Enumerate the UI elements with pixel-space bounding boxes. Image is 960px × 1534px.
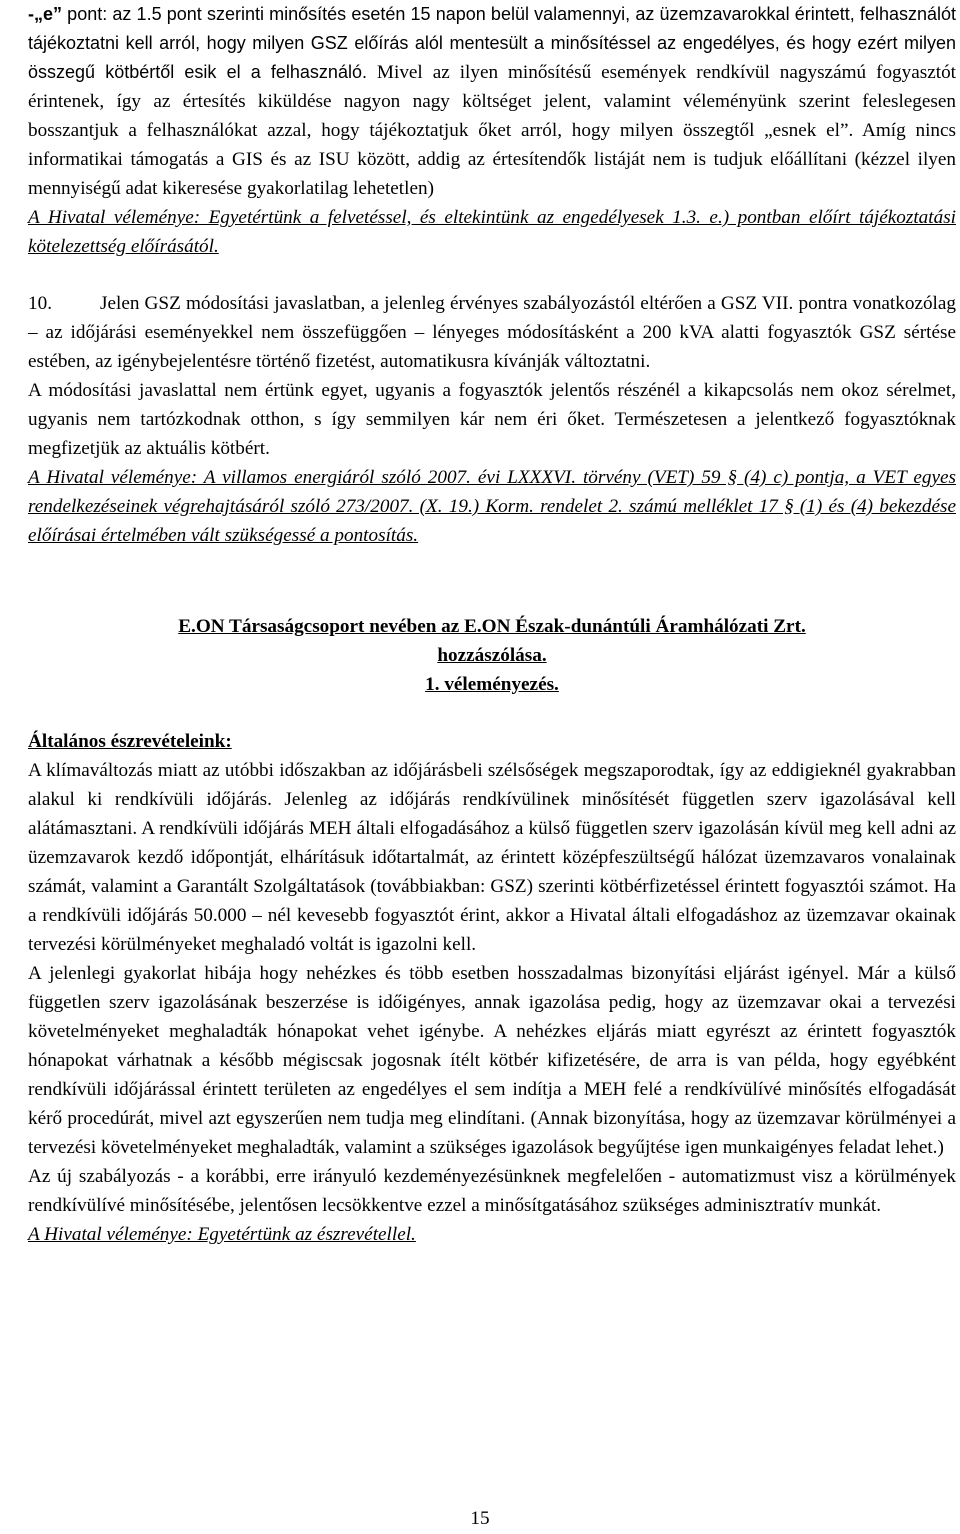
e-point-lead: -„e” [28, 4, 63, 24]
general-remarks-p3: Az új szabályozás - a korábbi, erre irányuló kezdeményezésünknek megfelelően - automatizmust visz a körülmények rendkívülívé minősítésébe, jelentősen lecsökkentve ezzel a minősítgatásához szükséges adminisztratív munkát. [28, 1166, 956, 1216]
general-remarks-p2: A jelenlegi gyakorlat hibája hogy nehézkes és több esetben hosszadalmas bizonyítási eljárást igényel. Már a külső független szerv igazolásának beszerzése is időigényes, annak igazolása pedig, hogy az üzemzavar okai a tervezési követelményeket meghaladták hónapokat vehet igénybe. A nehézkes eljárás miatt egyrészt az érintett fogyasztók hónapokat várhatnak a később mégiscsak jogosnak ítélt kötbér kifizetésére, de arra is van példa, hogy egyébként rendkívüli időjárással érintett területen az engedélyes el sem indítja a MEH felé a rendkívülívé minősítés elfogadását kérő procedúrát, mivel azt egyszerűen nem tudja meg elindítani. (Annak bizonyítása, hogy az üzemzavar körülményei a tervezési követelményeket meghaladták, valamint a szükséges igazolások begyűjtése igen munkaigényes feladat lehet.) [28, 963, 956, 1158]
section-heading-line2: hozzászólása. [437, 645, 547, 666]
page-number: 15 [470, 1508, 490, 1529]
paragraph-10 [28, 289, 956, 376]
general-remarks-p1: A klímaváltozás miatt az utóbbi időszakban az időjárásbeli szélsőségek megszaporodtak, így az eddigieknél gyakrabban alakul ki rendkívüli időjárás. Jelenleg az időjárás rendkívülinek minősítését független szerv igazolásával kell alátámasztani. A rendkívüli időjárás MEH általi elfogadásához a külső független szerv igazolásán kívül meg kell adni az üzemzavarok kezdő időpontját, elhárításuk időtartalmát, az érintett középfeszültségű hálózat üzemzavaros vonalainak számát, valamint a Garantált Szolgáltatások (továbbiakban: GSZ) szerinti kötbérfizetéssel érintett fogyasztói számot. Ha a rendkívüli időjárás 50.000 – nél kevesebb fogyasztót érint, akkor a Hivatal általi elfogadáshoz az üzemzavar okainak tervezési körülményeket meghaladó voltát is igazolni kell. [28, 760, 956, 955]
paragraph-10-text: Jelen GSZ módosítási javaslatban, a jelenleg érvényes szabályozástól eltérően a GSZ VII. pontra vonatkozólag – az időjárási eseményekkel nem összefüggően – lényeges módosításként a 200 kVA alatti fogyasztók GSZ sértése estében, az igénybejelentésre történő fizetést, automatikusra kívánják változtatni. [28, 293, 956, 372]
office-opinion-1: A Hivatal véleménye: Egyetértünk a felvetéssel, és eltekintünk az engedélyesek 1.3. e.) pontban előírt tájékoztatási kötelezettség előírásától. [28, 207, 956, 257]
office-opinion-2: A Hivatal véleménye: A villamos energiáról szóló 2007. évi LXXXVI. törvény (VET) 59 § (4) c) pontja, a VET egyes rendelkezéseinek végrehajtásáról szóló 273/2007. (X. 19.) Korm. rendelet 2. számú melléklet 17 § (1) és (4) bekezdése előírásai értelmében vált szükségessé a pontosítás. [28, 467, 956, 546]
general-remarks-title: Általános észrevételeink: [28, 731, 232, 752]
paragraph-10-response: A módosítási javaslattal nem értünk egyet, ugyanis a fogyasztók jelentős részénél a kikapcsolás nem okoz sérelmet, ugyanis nem tartózkodnak otthon, s így semmilyen kár nem éri őket. Természetesen a jelentkező fogyasztóknak megfizetjük az aktuális kötbért. [28, 380, 956, 459]
office-opinion-3: A Hivatal véleménye: Egyetértünk az észrevétellel. [28, 1224, 416, 1245]
section-heading-line1: E.ON Társaságcsoport nevében az E.ON Észak-dunántúli Áramhálózati Zrt. [178, 616, 806, 637]
paragraph-e-point [28, 0, 956, 203]
e-point-text-serif: Mivel az ilyen minősítésű események rendkívül nagyszámú fogyasztót érintenek, így az értesítés kiküldése nagyon nagy költséget jelent, valamint véleményünk szerint feleslegesen bosszantjuk a felhasználókat azzal, hogy tájékoztatjuk őket arról, hogy milyen összegtől „esnek el”. Amíg nincs informatikai támogatás a GIS és az ISU között, addig az értesítendők listáját nem is tudjuk előállítani (kézzel ilyen mennyiségű adat kikeresése gyakorlatilag lehetetlen) [28, 62, 956, 199]
e-point-text: pont: az 1.5 pont szerinti minősítés esetén 15 napon belül valamennyi, az üzemzavarokkal érintett, felhasználót tájékoztatni kell arról, hogy milyen GSZ előírás alól mentesült a minősítéssel az engedélyes, és hogy ezért milyen összegű kötbértől esik el a felhasználó. [28, 4, 956, 82]
section-heading-line3: 1. véleményezés. [425, 674, 559, 695]
document-page [28, 0, 956, 1249]
paragraph-number: 10. [28, 293, 52, 314]
